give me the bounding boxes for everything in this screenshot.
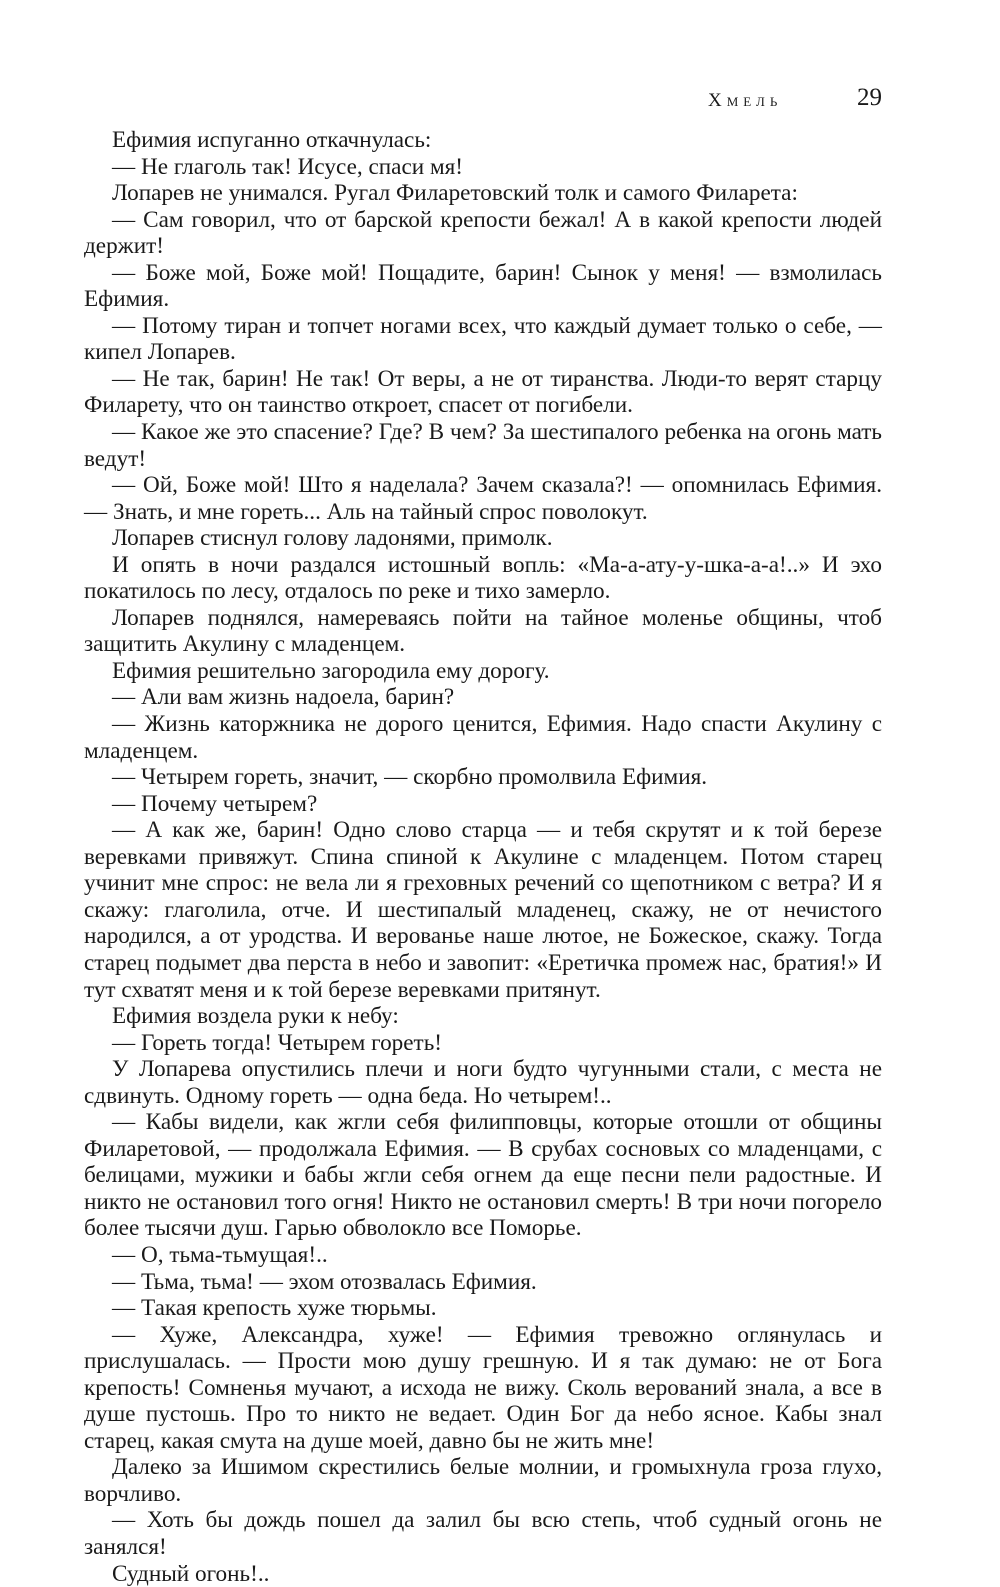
paragraph: — Тьма, тьма! — эхом отозвалась Ефимия.: [112, 1268, 537, 1295]
paragraph: — Сам говорил, что от барской крепости бежал! А в какой крепости людей держит!: [84, 206, 882, 260]
paragraph: — Ой, Боже мой! Што я наделала? Зачем сказала?! — опомнилась Ефимия. — Знать, и мне гореть... Аль на тайный спрос поволокут.: [84, 472, 882, 525]
paragraph: — Али вам жизнь надоела, барин?: [112, 684, 455, 711]
paragraph: Ефимия решительно загородила ему дорогу.: [112, 657, 550, 684]
page-number: 29: [857, 84, 882, 111]
paragraph: — Хоть бы дождь пошел да залил бы всю степь, чтоб судный огонь не занялся!: [84, 1507, 882, 1560]
paragraph: — Кабы видели, как жгли себя филипповцы, которые отошли от общины Филаретовой, — продолжала Ефимия. — В срубах сосновых со младенцами, с белицами, мужики и бабы жгли себя огнем да еще песни пели радостные. И никто не остановил того огня! Никто не остановил смерть! В три ночи погорело более тысячи душ. Гарью обволокло все Поморье.: [84, 1109, 882, 1242]
paragraph: — Боже мой, Боже мой! Пощадите, барин! Сынок у меня! — взмолилась Ефимия.: [84, 259, 882, 313]
paragraph: — Гореть тогда! Четырем гореть!: [112, 1029, 442, 1056]
body-text: [84, 127, 882, 1587]
running-title: Хмель: [708, 90, 783, 111]
paragraph: — Жизнь каторжника не дорого ценится, Ефимия. Надо спасти Акулину с младенцем.: [84, 711, 882, 764]
paragraph: Судный огонь!..: [112, 1560, 270, 1587]
paragraph: — А как же, барин! Одно слово старца — и тебя скрутят и к той березе веревками привяжут. Спина спиной к Акулине с младенцем. Потом старец учинит мне спрос: не вела ли я греховных речений со щепотником с ветра? И я скажу: глаголила, отче. И шестипалый младенец, скажу, не от нечистого народился, а от уродства. И верованье наше лютое, не Божеское, скажу. Тогда старец подымет два перста в небо и завопит: «Еретичка промеж нас, братия!» И тут схватят меня и к той березе веревками притянут.: [84, 817, 882, 1003]
paragraph: У Лопарева опустились плечи и ноги будто чугунными стали, с места не сдвинуть. Одному гореть — одна беда. Но четырем!..: [84, 1056, 882, 1109]
paragraph: Ефимия воздела руки к небу:: [112, 1003, 399, 1030]
paragraph: — Почему четырем?: [112, 790, 318, 817]
paragraph: — Какое же это спасение? Где? В чем? За шестипалого ребенка на огонь мать ведут!: [84, 419, 882, 472]
paragraph: И опять в ночи раздался истошный вопль: «Ма-а-ату-у-шка-а-а!..» И эхо покатилось по лесу, отдалось по реке и тихо замерло.: [84, 551, 882, 605]
paragraph: Ефимия испуганно откачнулась:: [112, 127, 432, 153]
paragraph: — Не глаголь так! Исусе, спаси мя!: [112, 153, 464, 180]
running-head: [640, 84, 882, 118]
paragraph: — О, тьма-тьмущая!..: [112, 1241, 328, 1268]
paragraph: Далеко за Ишимом скрестились белые молнии, и громыхнула гроза глухо, ворчливо.: [84, 1454, 882, 1507]
paragraph: — Не так, барин! Не так! От веры, а не от тиранства. Люди-то верят старцу Филарету, что он таинство откроет, спасет от погибели.: [84, 365, 882, 419]
paragraph: Лопарев не унимался. Ругал Филаретовский толк и самого Филарета:: [112, 180, 798, 207]
paragraph: — Такая крепость хуже тюрьмы.: [112, 1295, 437, 1322]
paragraph: — Четырем гореть, значит, — скорбно промолвила Ефимия.: [112, 764, 708, 791]
paragraph: Лопарев поднялся, намереваясь пойти на тайное моленье общины, чтоб защитить Акулину с младенцем.: [84, 604, 882, 658]
paragraph: Лопарев стиснул голову ладонями, примолк.: [112, 525, 553, 552]
paragraph: — Потому тиран и топчет ногами всех, что каждый думает только о себе, — кипел Лопарев.: [84, 312, 882, 366]
paragraph: — Хуже, Александра, хуже! — Ефимия тревожно оглянулась и прислушалась. — Прости мою душу грешную. И я так думаю: не от Бога крепость! Сомненья мучают, а исхода не вижу. Сколь верований знала, а все в душе пустошь. Про то никто не ведает. Один Бог да небо ясное. Кабы знал старец, какая смута на душе моей, давно бы не жить мне!: [84, 1321, 882, 1454]
